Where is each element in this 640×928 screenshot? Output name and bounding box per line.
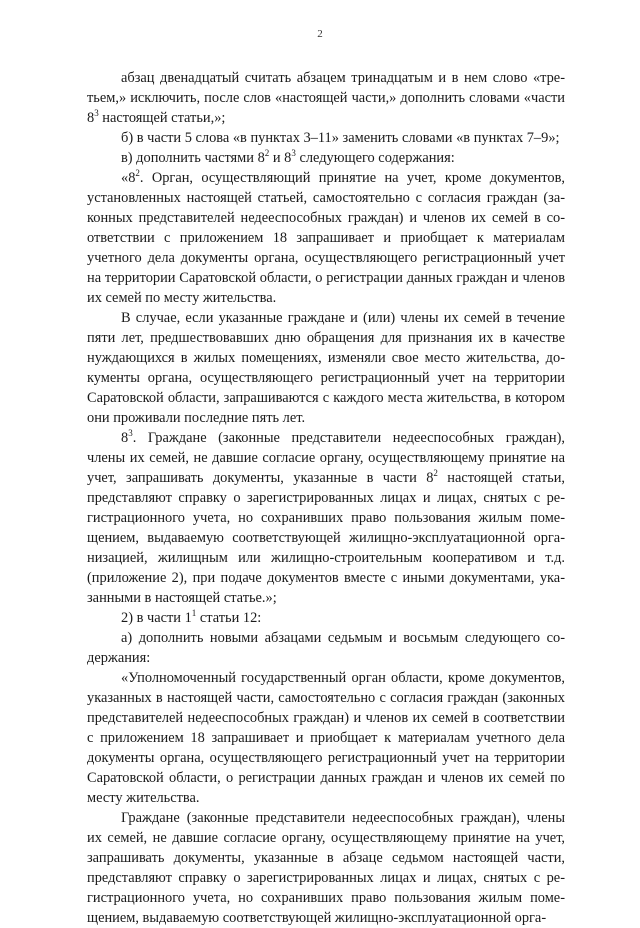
paragraph	[87, 308, 565, 428]
text-segment: настоящей статьи, представляют справку о зарегистрированных лицах и лицах, снятых с регистрационного учета, но сохранивших право пользования жилым помещением, выдаваемую соответствующей жилищно-эксплуатационной организацией, жилищным или жилищно-строительным кооперативом и т.д. (приложение 2), при подаче документов вместе с иными документами, указанными в настоящей статье.»;	[87, 470, 565, 606]
paragraph	[87, 68, 565, 128]
paragraph	[87, 628, 565, 668]
text-segment: Граждане (законные представители недееспособных граждан), члены их семей, не давшие согласие органу, осуществляющему принятие на учет, запрашивать документы, указанные в абзаце седьмом настоящей части, представляют справку о зарегистрированных лицах и лицах, снятых с регистрационного учета, но сохранивших право пользования жилым помещением, выдаваемую соответствующей жилищно-эксплуатационной орга-	[87, 810, 565, 926]
superscript: 3	[128, 428, 133, 439]
superscript: 2	[264, 148, 270, 159]
text-segment: В случае, если указанные граждане и (или) члены их семей в течение пяти лет, предшествовавших дню обращения для признания их в качестве нуждающихся в жилых помещениях, изменяли свое место жительства, документы органа, осуществляющего регистрационный учет на территории Саратовской области, запрашиваются с каждого места жительства, в котором они проживали последние пять лет.	[87, 310, 565, 426]
superscript: 2	[433, 468, 438, 479]
paragraph	[87, 128, 565, 148]
document-body	[87, 68, 565, 928]
superscript: 3	[94, 108, 99, 119]
paragraph	[87, 168, 565, 308]
paragraph	[87, 608, 565, 628]
text-segment: следующего содержания:	[295, 150, 455, 166]
superscript: 3	[291, 148, 296, 159]
text-segment: «Уполномоченный государственный орган области, кроме документов, указанных в настоящей части, самостоятельно с согласия граждан (законных представителей недееспособных граждан) и членов их семей в соответствии с приложением 18 запрашивает и приобщает к материалам учетного дела документы органа, осуществляющего регистрационный учет на территории Саратовской области, о регистрации данных граждан и членов их семей по месту жительства.	[87, 670, 565, 806]
text-segment: статьи 12:	[196, 610, 262, 626]
paragraph	[87, 668, 565, 808]
paragraph	[87, 428, 565, 608]
text-segment: . Граждане (законные представители недееспособных граждан), члены их семей, не давшие согласие органу, осуществляющему принятие на учет, запрашивать документы, указанные в части 8	[87, 430, 565, 486]
superscript: 1	[191, 608, 197, 619]
text-segment: а) дополнить новыми абзацами седьмым и восьмым следующего содержания:	[87, 630, 565, 666]
text-segment: в) дополнить частями 8	[121, 150, 265, 166]
text-segment: абзац двенадцатый считать абзацем тринадцатым и в нем слово «третьем,» исключить, после слов «настоящей части,» дополнить словами «части 8	[87, 70, 565, 126]
text-segment: 2) в части 1	[121, 610, 192, 626]
superscript: 2	[135, 168, 140, 179]
text-segment: б) в части 5 слова «в пунктах 3–11» заменить словами «в пунктах 7–9»;	[121, 130, 560, 146]
text-segment: «8	[121, 170, 136, 186]
paragraph	[87, 808, 565, 928]
text-segment: 8	[121, 430, 129, 446]
text-segment: настоящей статьи,»;	[98, 110, 226, 126]
paragraph	[87, 148, 565, 168]
page-number: 2	[317, 28, 323, 40]
text-segment: и 8	[269, 150, 292, 166]
text-segment: . Орган, осуществляющий принятие на учет, кроме документов, установленных настоящей статьей, самостоятельно с согласия граждан (законных представителей недееспособных граждан) и членов их семей в соответствии с приложением 18 запрашивает и приобщает к материалам учетного дела документы органа, осуществляющего регистрационный учет на территории Саратовской области, о регистрации данных граждан и членов их семей по месту жительства.	[87, 170, 565, 306]
